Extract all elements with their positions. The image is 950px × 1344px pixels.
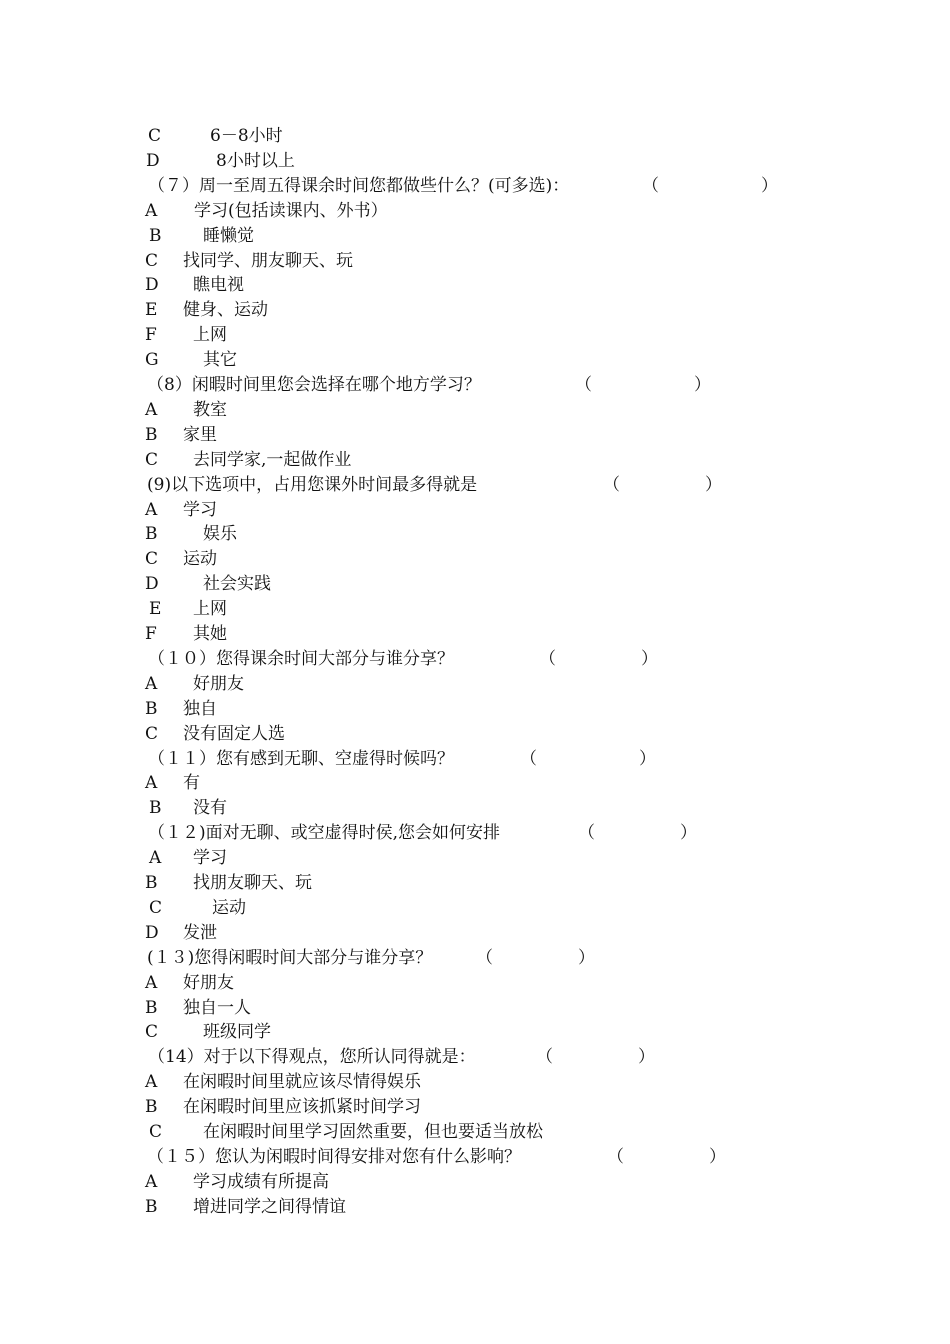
question-line	[0, 946, 950, 971]
option-letter: B	[145, 698, 158, 719]
question-text: （１２)面对无聊、或空虚得时侯,您会如何安排	[148, 823, 501, 844]
option-letter: C	[149, 1122, 163, 1142]
option-line	[0, 273, 950, 298]
option-text: 健身、运动	[183, 300, 268, 321]
option-line	[0, 722, 950, 747]
question-line	[0, 473, 950, 498]
option-text: 上网	[193, 325, 227, 346]
option-text: 在闲暇时间里学习固然重要，但也要适当放松	[203, 1122, 543, 1142]
question-text: （14）对于以下得观点，您所认同得就是：	[148, 1047, 476, 1068]
option-line	[0, 1195, 950, 1220]
option-text: 娱乐	[203, 524, 237, 545]
option-text: 教室	[193, 399, 227, 420]
question-line	[0, 174, 950, 199]
option-line	[0, 697, 950, 722]
answer-blank[interactable]: （ ）	[539, 648, 658, 669]
option-text: 好朋友	[193, 673, 244, 694]
option-line	[0, 547, 950, 572]
question-line	[0, 647, 950, 672]
question-text: （１１）您有感到无聊、空虚得时候吗？	[148, 748, 454, 769]
option-letter: A	[145, 200, 158, 221]
option-letter: B	[145, 997, 158, 1018]
option-letter: B	[145, 524, 158, 545]
option-line	[0, 1070, 950, 1095]
option-text: 6－8小时	[210, 126, 283, 146]
option-text: 社会实践	[203, 574, 271, 595]
question-text: (１３)您得闲暇时间大部分与谁分享？	[147, 947, 433, 968]
option-line	[0, 298, 950, 323]
option-letter: B	[145, 424, 158, 445]
option-letter: A	[145, 1171, 158, 1192]
option-line	[0, 323, 950, 348]
option-line	[0, 921, 950, 946]
option-letter: C	[145, 250, 159, 271]
option-letter: D	[145, 574, 159, 595]
option-line	[0, 896, 950, 921]
option-letter: D	[145, 275, 159, 296]
option-line	[0, 224, 950, 249]
option-line	[0, 448, 950, 473]
option-line	[0, 1170, 950, 1195]
answer-blank[interactable]: （ ）	[607, 1146, 726, 1167]
option-line	[0, 672, 950, 697]
option-text: 找同学、朋友聊天、玩	[183, 250, 353, 271]
option-text: 瞧电视	[193, 275, 244, 296]
option-text: 独自	[183, 698, 217, 719]
option-letter: B	[149, 798, 162, 819]
answer-blank[interactable]: （ ）	[476, 947, 595, 968]
option-letter: B	[149, 225, 162, 246]
answer-blank[interactable]: （ ）	[536, 1047, 655, 1068]
question-line	[0, 1145, 950, 1170]
option-letter: D	[145, 922, 159, 943]
option-text: 没有固定人选	[183, 723, 285, 744]
answer-blank[interactable]: （ ）	[578, 823, 697, 844]
question-line	[0, 373, 950, 398]
option-letter: D	[146, 150, 160, 171]
option-line	[0, 249, 950, 274]
option-text: 学习	[193, 848, 227, 869]
option-letter: A	[145, 499, 158, 520]
option-text: 运动	[212, 897, 246, 918]
option-letter: G	[145, 350, 159, 371]
option-letter: F	[145, 624, 157, 644]
option-letter: A	[145, 673, 158, 694]
option-text: 家里	[183, 424, 217, 445]
option-letter: A	[149, 848, 162, 869]
answer-blank[interactable]: （ ）	[603, 474, 722, 495]
option-letter: A	[145, 1072, 158, 1093]
option-line	[0, 398, 950, 423]
option-line	[0, 572, 950, 597]
option-text: 睡懒觉	[203, 225, 254, 246]
option-line	[0, 846, 950, 871]
option-text: 其它	[203, 350, 237, 371]
option-text: 在闲暇时间里应该抓紧时间学习	[183, 1097, 421, 1118]
option-letter: C	[149, 897, 163, 918]
option-line	[0, 124, 950, 149]
question-line	[0, 747, 950, 772]
option-text: 学习成绩有所提高	[193, 1171, 329, 1192]
question-text: （8）闲暇时间里您会选择在哪个地方学习？	[147, 375, 481, 395]
option-text: 发泄	[183, 922, 217, 943]
option-line	[0, 1020, 950, 1045]
question-text: （７）周一至周五得课余时间您都做些什么？(可多选)：	[148, 175, 570, 196]
option-text: 运动	[183, 549, 217, 570]
option-text: 班级同学	[203, 1022, 271, 1043]
option-line	[0, 622, 950, 647]
option-letter: E	[149, 599, 162, 620]
option-letter: C	[145, 549, 159, 570]
option-text: 8小时以上	[216, 150, 295, 171]
option-line	[0, 498, 950, 523]
option-line	[0, 597, 950, 622]
option-line	[0, 522, 950, 547]
option-letter: B	[145, 1196, 158, 1217]
option-text: 增进同学之间得情谊	[193, 1196, 346, 1217]
answer-blank[interactable]: （ ）	[520, 748, 656, 769]
option-text: 没有	[193, 798, 227, 819]
option-text: 学习	[183, 499, 217, 520]
answer-blank[interactable]: （ ）	[575, 375, 711, 395]
question-line	[0, 1045, 950, 1070]
question-text: （１０）您得课余时间大部分与谁分享？	[148, 648, 454, 669]
option-line	[0, 996, 950, 1021]
question-text: （１５）您认为闲暇时间得安排对您有什么影响？	[147, 1146, 521, 1167]
option-text: 上网	[193, 599, 227, 620]
option-text: 找朋友聊天、玩	[193, 873, 312, 893]
option-text: 有	[183, 773, 200, 794]
option-letter: A	[145, 399, 158, 420]
option-line	[0, 423, 950, 448]
option-line	[0, 871, 950, 896]
option-text: 去同学家,一起做作业	[193, 449, 352, 470]
option-letter: A	[145, 972, 158, 993]
option-text: 其她	[193, 624, 227, 644]
answer-blank[interactable]: （ ）	[642, 175, 778, 196]
option-line	[0, 796, 950, 821]
option-letter: F	[145, 325, 157, 346]
option-line	[0, 971, 950, 996]
option-letter: B	[145, 1097, 158, 1118]
option-letter: B	[145, 873, 158, 893]
option-line	[0, 348, 950, 373]
option-line	[0, 149, 950, 174]
option-text: 独自一人	[183, 997, 251, 1018]
option-letter: C	[148, 126, 162, 146]
option-line	[0, 1095, 950, 1120]
option-letter: C	[145, 449, 159, 470]
option-letter: E	[145, 300, 158, 321]
option-text: 学习(包括读课内、外书）	[194, 200, 388, 221]
option-line	[0, 1120, 950, 1145]
question-line	[0, 821, 950, 846]
option-text: 在闲暇时间里就应该尽情得娱乐	[183, 1072, 421, 1093]
option-letter: A	[145, 773, 158, 794]
option-line	[0, 199, 950, 224]
option-letter: C	[145, 1022, 159, 1043]
option-line	[0, 771, 950, 796]
option-text: 好朋友	[183, 972, 234, 993]
question-text: (9)以下选项中，占用您课外时间最多得就是	[147, 474, 478, 495]
option-letter: C	[145, 723, 159, 744]
